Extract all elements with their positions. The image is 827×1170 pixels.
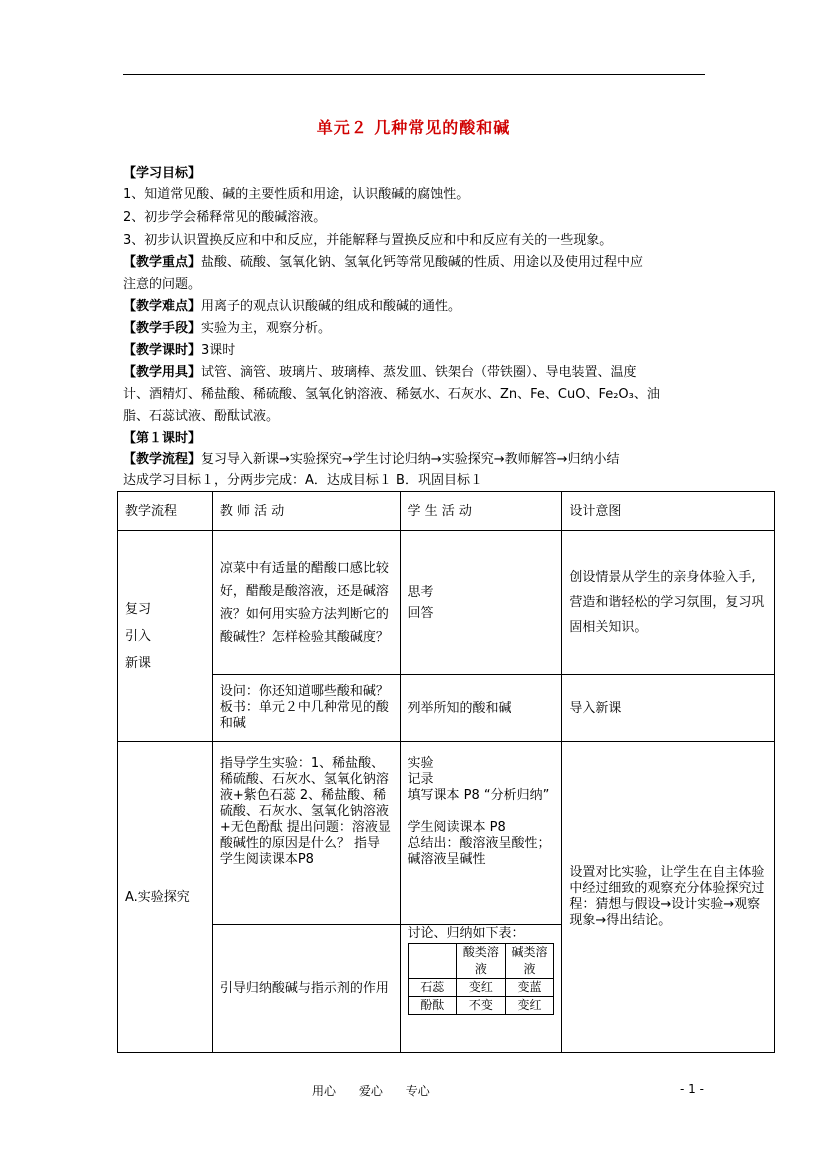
hours-text: 3课时 <box>201 343 236 358</box>
flow-review-1: 复习 <box>125 601 152 617</box>
inner-header-acid: 酸类溶液 <box>457 944 506 979</box>
student-record: 记录 <box>407 772 434 787</box>
objective-1: 1、知道常见酸、碱的主要性质和用途，认识酸碱的腐蚀性。 <box>123 187 470 202</box>
inner-cell: 酚酞 <box>408 997 457 1015</box>
student-activity-3 <box>400 742 562 925</box>
header-student: 学 生 活 动 <box>400 492 562 531</box>
student-conclusion: 总结出：酸溶液呈酸性；碱溶液呈碱性 <box>407 836 551 867</box>
key-points-cont: 注意的问题。 <box>123 277 202 292</box>
table-row <box>118 531 775 675</box>
inner-cell: 变红 <box>457 979 506 997</box>
inner-cell: 不变 <box>457 997 506 1015</box>
methods <box>123 318 723 339</box>
teacher-activity-4: 引导归纳酸碱与指示剂的作用 <box>212 925 400 1053</box>
tools-text: 试管、滴管、玻璃片、玻璃棒、蒸发皿、铁架台（带铁圈）、导电装置、温度 <box>201 365 637 380</box>
inner-row-litmus <box>408 979 554 997</box>
intent-1: 创设情景从学生的亲身体验入手,营造和谐轻松的学习氛围，复习巩固相关知识。 <box>562 531 775 675</box>
teacher-activity-2: 设问：你还知道哪些酸和碱？板书：单元２中几种常见的酸和碱 <box>212 675 400 742</box>
inner-table-caption: 讨论、归纳如下表： <box>407 926 525 941</box>
page-title: 单元２ 几种常见的酸和碱 <box>316 118 511 137</box>
tools-cont-2: 脂、石蕊试液、酚酞试液。 <box>123 409 280 424</box>
inner-header-row <box>408 944 554 979</box>
methods-text: 实验为主，观察分析。 <box>201 321 332 336</box>
hours <box>123 340 723 361</box>
indicator-table <box>408 943 555 1015</box>
key-points-text: 盐酸、硫酸、氢氧化钠、氢氧化钙等常见酸碱的性质、用途以及使用过程中应 <box>201 255 644 270</box>
student-activity-2: 列举所知的酸和碱 <box>400 675 562 742</box>
inner-header-base: 碱类溶液 <box>505 944 554 979</box>
header-teacher: 教 师 活 动 <box>212 492 400 531</box>
student-fill: 填写课本 P8 “分析归纳” <box>407 788 550 803</box>
table-row <box>118 675 775 742</box>
header-flow: 教学流程 <box>118 492 213 531</box>
process <box>123 449 723 470</box>
intent-2: 导入新课 <box>562 675 775 742</box>
tools-cont-1: 计、酒精灯、稀盐酸、稀硫酸、氢氧化钠溶液、稀氨水、石灰水、Zn、Fe、CuO、Fe₂O₃、油 <box>123 387 660 402</box>
teacher-activity-1: 凉菜中有适量的醋酸口感比较好，醋酸是酸溶液，还是碱溶液？如何用实验方法判断它的酸碱性？怎样检验其酸碱度？ <box>212 531 400 675</box>
student-experiment: 实验 <box>407 756 434 771</box>
tools-label: 【教学用具】 <box>123 365 202 380</box>
student-answer: 回答 <box>407 605 434 621</box>
student-spacer <box>408 804 555 820</box>
inner-cell: 石蕊 <box>408 979 457 997</box>
objective-3: 3、初步认识置换反应和中和反应，并能解释与置换反应和中和反应有关的一些现象。 <box>123 233 613 248</box>
process-label: 【教学流程】 <box>123 452 202 467</box>
lesson-table <box>117 491 775 1053</box>
inner-header-blank <box>408 944 457 979</box>
page-number: - 1 - <box>680 1082 704 1096</box>
intent-3: 设置对比实验，让学生在自主体验中经过细致的观察充分体验探究过程：猜想与假设→设计实验→观察现象→得出结论。 <box>562 742 775 1053</box>
student-activity-4 <box>400 925 562 1053</box>
teacher-activity-3: 指导学生实验：1、稀盐酸、稀硫酸、石灰水、氢氧化钠溶液+紫色石蕊 2、稀盐酸、稀硫酸、石灰水、氢氧化钠溶液+无色酚酞 提出问题：溶液显酸碱性的原因是什么？ 指导学生阅读课本P8 <box>212 742 400 925</box>
difficult-points <box>123 296 723 317</box>
methods-label: 【教学手段】 <box>123 321 202 336</box>
table-header-row <box>118 492 775 531</box>
table-row <box>118 742 775 925</box>
objective-2: 2、初步学会稀释常见的酸碱溶液。 <box>123 210 327 225</box>
student-think: 思考 <box>407 584 434 600</box>
objectives-heading: 【学习目标】 <box>123 166 202 181</box>
flow-review <box>118 531 213 742</box>
student-activity-1 <box>400 531 562 675</box>
process-text: 复习导入新课→实验探究→学生讨论归纳→实验探究→教师解答→归纳小结 <box>201 452 620 467</box>
key-points <box>123 252 723 273</box>
flow-review-2: 引入 <box>125 628 152 644</box>
hours-label: 【教学课时】 <box>123 343 202 358</box>
process-cont: 达成学习目标１，分两步完成：A．达成目标１ B．巩固目标１ <box>123 473 483 488</box>
flow-review-3: 新课 <box>125 655 152 671</box>
flow-experiment: A.实验探究 <box>118 742 213 1053</box>
header-intent: 设计意图 <box>562 492 775 531</box>
inner-row-phenolphthalein <box>408 997 554 1015</box>
inner-cell: 变蓝 <box>505 979 554 997</box>
difficult-points-label: 【教学难点】 <box>123 299 202 314</box>
tools <box>123 362 723 383</box>
key-points-label: 【教学重点】 <box>123 255 202 270</box>
difficult-points-text: 用离子的观点认识酸碱的组成和酸碱的通性。 <box>201 299 462 314</box>
footer-motto: 用心 爱心 专心 <box>312 1084 430 1098</box>
header-rule <box>123 74 705 75</box>
lesson-label: 【第１课时】 <box>123 431 202 446</box>
inner-cell: 变红 <box>505 997 554 1015</box>
student-read: 学生阅读课本 P8 <box>407 820 506 835</box>
